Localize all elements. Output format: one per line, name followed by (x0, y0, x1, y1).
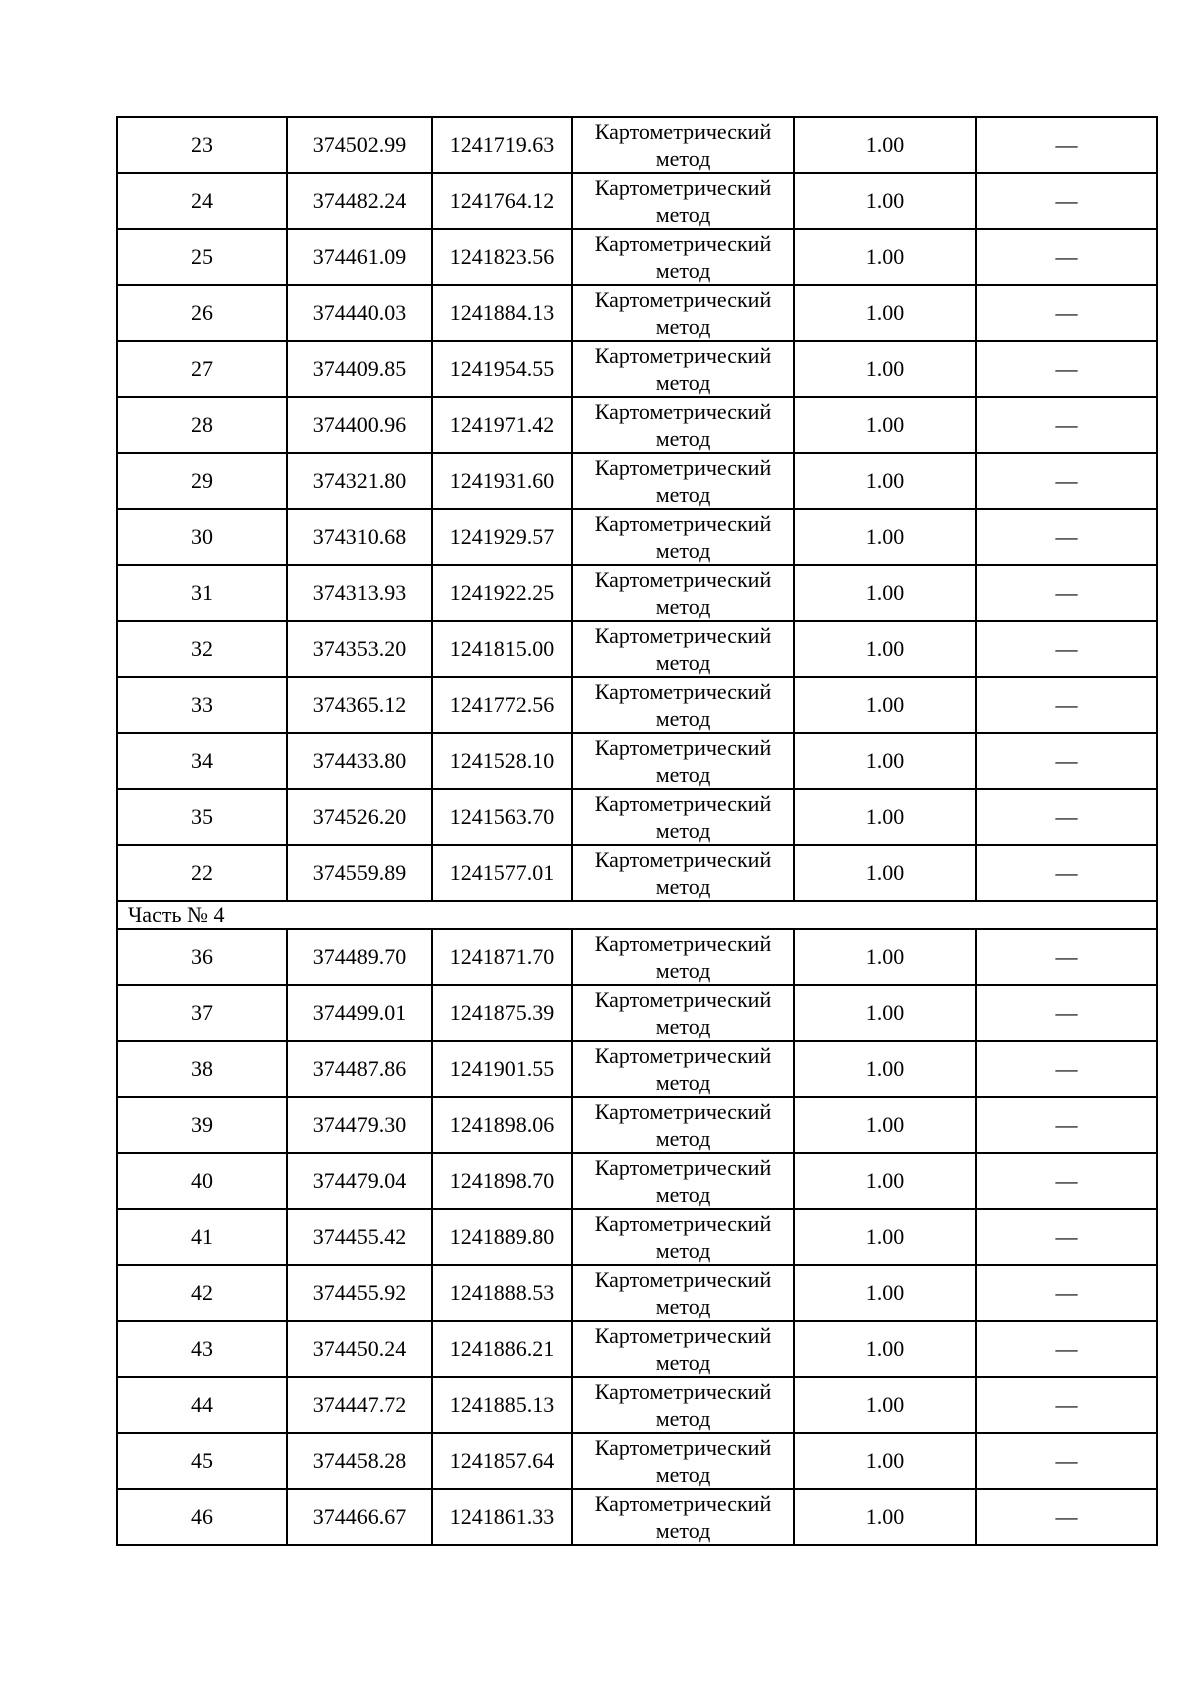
y-coordinate-cell: 1241889.80 (432, 1209, 572, 1265)
table-row (117, 117, 1157, 173)
method-cell: Картометрический метод (572, 1153, 794, 1209)
accuracy-cell: 1.00 (794, 985, 976, 1041)
method-cell: Картометрический метод (572, 1433, 794, 1489)
table-row (117, 1209, 1157, 1265)
note-cell: — (976, 1489, 1157, 1545)
table-row (117, 845, 1157, 901)
table-row (117, 509, 1157, 565)
note-cell: — (976, 509, 1157, 565)
x-coordinate-cell: 374450.24 (287, 1321, 432, 1377)
y-coordinate-cell: 1241884.13 (432, 285, 572, 341)
table-row (117, 1041, 1157, 1097)
x-coordinate-cell: 374466.67 (287, 1489, 432, 1545)
accuracy-cell: 1.00 (794, 789, 976, 845)
method-cell: Картометрический метод (572, 1377, 794, 1433)
method-cell: Картометрический метод (572, 789, 794, 845)
note-cell: — (976, 173, 1157, 229)
method-cell: Картометрический метод (572, 229, 794, 285)
accuracy-cell: 1.00 (794, 117, 976, 173)
x-coordinate-cell: 374455.92 (287, 1265, 432, 1321)
table-row (117, 733, 1157, 789)
point-number-cell: 41 (117, 1209, 287, 1265)
point-number-cell: 31 (117, 565, 287, 621)
x-coordinate-cell: 374313.93 (287, 565, 432, 621)
accuracy-cell: 1.00 (794, 229, 976, 285)
note-cell: — (976, 117, 1157, 173)
x-coordinate-cell: 374433.80 (287, 733, 432, 789)
accuracy-cell: 1.00 (794, 677, 976, 733)
x-coordinate-cell: 374489.70 (287, 929, 432, 985)
y-coordinate-cell: 1241719.63 (432, 117, 572, 173)
x-coordinate-cell: 374479.04 (287, 1153, 432, 1209)
y-coordinate-cell: 1241528.10 (432, 733, 572, 789)
point-number-cell: 45 (117, 1433, 287, 1489)
method-cell: Картометрический метод (572, 1321, 794, 1377)
point-number-cell: 30 (117, 509, 287, 565)
x-coordinate-cell: 374321.80 (287, 453, 432, 509)
point-number-cell: 26 (117, 285, 287, 341)
table-row (117, 565, 1157, 621)
note-cell: — (976, 1433, 1157, 1489)
point-number-cell: 23 (117, 117, 287, 173)
accuracy-cell: 1.00 (794, 453, 976, 509)
accuracy-cell: 1.00 (794, 173, 976, 229)
table-row (117, 173, 1157, 229)
note-cell: — (976, 845, 1157, 901)
table-row (117, 985, 1157, 1041)
y-coordinate-cell: 1241971.42 (432, 397, 572, 453)
coordinates-table-body (117, 117, 1157, 1545)
table-row (117, 1377, 1157, 1433)
table-row (117, 1489, 1157, 1545)
table-row (117, 1433, 1157, 1489)
method-cell: Картометрический метод (572, 621, 794, 677)
accuracy-cell: 1.00 (794, 285, 976, 341)
x-coordinate-cell: 374455.42 (287, 1209, 432, 1265)
table-row (117, 929, 1157, 985)
accuracy-cell: 1.00 (794, 1265, 976, 1321)
note-cell: — (976, 929, 1157, 985)
method-cell: Картометрический метод (572, 1041, 794, 1097)
method-cell: Картометрический метод (572, 453, 794, 509)
point-number-cell: 38 (117, 1041, 287, 1097)
note-cell: — (976, 1153, 1157, 1209)
note-cell: — (976, 1377, 1157, 1433)
y-coordinate-cell: 1241929.57 (432, 509, 572, 565)
note-cell: — (976, 733, 1157, 789)
table-row (117, 1153, 1157, 1209)
y-coordinate-cell: 1241954.55 (432, 341, 572, 397)
y-coordinate-cell: 1241563.70 (432, 789, 572, 845)
method-cell: Картометрический метод (572, 1209, 794, 1265)
table-row (117, 789, 1157, 845)
point-number-cell: 43 (117, 1321, 287, 1377)
x-coordinate-cell: 374440.03 (287, 285, 432, 341)
accuracy-cell: 1.00 (794, 1209, 976, 1265)
note-cell: — (976, 985, 1157, 1041)
table-row (117, 677, 1157, 733)
note-cell: — (976, 341, 1157, 397)
point-number-cell: 33 (117, 677, 287, 733)
y-coordinate-cell: 1241772.56 (432, 677, 572, 733)
note-cell: — (976, 397, 1157, 453)
x-coordinate-cell: 374487.86 (287, 1041, 432, 1097)
y-coordinate-cell: 1241922.25 (432, 565, 572, 621)
table-row (117, 229, 1157, 285)
method-cell: Картометрический метод (572, 285, 794, 341)
table-row (117, 341, 1157, 397)
table-row (117, 285, 1157, 341)
method-cell: Картометрический метод (572, 117, 794, 173)
method-cell: Картометрический метод (572, 677, 794, 733)
accuracy-cell: 1.00 (794, 1153, 976, 1209)
table-row (117, 397, 1157, 453)
method-cell: Картометрический метод (572, 929, 794, 985)
x-coordinate-cell: 374409.85 (287, 341, 432, 397)
point-number-cell: 22 (117, 845, 287, 901)
accuracy-cell: 1.00 (794, 1489, 976, 1545)
point-number-cell: 25 (117, 229, 287, 285)
table-row (117, 1097, 1157, 1153)
note-cell: — (976, 621, 1157, 677)
point-number-cell: 29 (117, 453, 287, 509)
accuracy-cell: 1.00 (794, 341, 976, 397)
x-coordinate-cell: 374353.20 (287, 621, 432, 677)
x-coordinate-cell: 374482.24 (287, 173, 432, 229)
y-coordinate-cell: 1241931.60 (432, 453, 572, 509)
x-coordinate-cell: 374526.20 (287, 789, 432, 845)
point-number-cell: 35 (117, 789, 287, 845)
point-number-cell: 39 (117, 1097, 287, 1153)
section-header-row (117, 901, 1157, 929)
y-coordinate-cell: 1241875.39 (432, 985, 572, 1041)
accuracy-cell: 1.00 (794, 929, 976, 985)
point-number-cell: 44 (117, 1377, 287, 1433)
method-cell: Картометрический метод (572, 1489, 794, 1545)
point-number-cell: 24 (117, 173, 287, 229)
section-title: Часть № 4 (117, 901, 1157, 929)
accuracy-cell: 1.00 (794, 565, 976, 621)
method-cell: Картометрический метод (572, 565, 794, 621)
y-coordinate-cell: 1241901.55 (432, 1041, 572, 1097)
point-number-cell: 46 (117, 1489, 287, 1545)
x-coordinate-cell: 374400.96 (287, 397, 432, 453)
y-coordinate-cell: 1241823.56 (432, 229, 572, 285)
table-row (117, 1321, 1157, 1377)
accuracy-cell: 1.00 (794, 1041, 976, 1097)
note-cell: — (976, 229, 1157, 285)
point-number-cell: 32 (117, 621, 287, 677)
accuracy-cell: 1.00 (794, 1321, 976, 1377)
accuracy-cell: 1.00 (794, 509, 976, 565)
y-coordinate-cell: 1241898.70 (432, 1153, 572, 1209)
y-coordinate-cell: 1241861.33 (432, 1489, 572, 1545)
note-cell: — (976, 1041, 1157, 1097)
method-cell: Картометрический метод (572, 845, 794, 901)
point-number-cell: 36 (117, 929, 287, 985)
point-number-cell: 27 (117, 341, 287, 397)
point-number-cell: 28 (117, 397, 287, 453)
method-cell: Картометрический метод (572, 173, 794, 229)
note-cell: — (976, 453, 1157, 509)
note-cell: — (976, 565, 1157, 621)
y-coordinate-cell: 1241886.21 (432, 1321, 572, 1377)
x-coordinate-cell: 374458.28 (287, 1433, 432, 1489)
x-coordinate-cell: 374479.30 (287, 1097, 432, 1153)
method-cell: Картометрический метод (572, 341, 794, 397)
method-cell: Картометрический метод (572, 985, 794, 1041)
accuracy-cell: 1.00 (794, 845, 976, 901)
y-coordinate-cell: 1241888.53 (432, 1265, 572, 1321)
note-cell: — (976, 1097, 1157, 1153)
y-coordinate-cell: 1241577.01 (432, 845, 572, 901)
method-cell: Картометрический метод (572, 1097, 794, 1153)
method-cell: Картометрический метод (572, 397, 794, 453)
accuracy-cell: 1.00 (794, 733, 976, 789)
table-row (117, 453, 1157, 509)
y-coordinate-cell: 1241764.12 (432, 173, 572, 229)
y-coordinate-cell: 1241885.13 (432, 1377, 572, 1433)
method-cell: Картометрический метод (572, 733, 794, 789)
point-number-cell: 37 (117, 985, 287, 1041)
table-row (117, 1265, 1157, 1321)
point-number-cell: 34 (117, 733, 287, 789)
note-cell: — (976, 677, 1157, 733)
y-coordinate-cell: 1241815.00 (432, 621, 572, 677)
accuracy-cell: 1.00 (794, 621, 976, 677)
note-cell: — (976, 789, 1157, 845)
note-cell: — (976, 1321, 1157, 1377)
x-coordinate-cell: 374461.09 (287, 229, 432, 285)
x-coordinate-cell: 374499.01 (287, 985, 432, 1041)
note-cell: — (976, 1265, 1157, 1321)
y-coordinate-cell: 1241898.06 (432, 1097, 572, 1153)
accuracy-cell: 1.00 (794, 1433, 976, 1489)
y-coordinate-cell: 1241871.70 (432, 929, 572, 985)
point-number-cell: 42 (117, 1265, 287, 1321)
note-cell: — (976, 285, 1157, 341)
x-coordinate-cell: 374365.12 (287, 677, 432, 733)
table-row (117, 621, 1157, 677)
x-coordinate-cell: 374502.99 (287, 117, 432, 173)
note-cell: — (976, 1209, 1157, 1265)
y-coordinate-cell: 1241857.64 (432, 1433, 572, 1489)
x-coordinate-cell: 374310.68 (287, 509, 432, 565)
accuracy-cell: 1.00 (794, 397, 976, 453)
accuracy-cell: 1.00 (794, 1097, 976, 1153)
method-cell: Картометрический метод (572, 509, 794, 565)
x-coordinate-cell: 374559.89 (287, 845, 432, 901)
accuracy-cell: 1.00 (794, 1377, 976, 1433)
method-cell: Картометрический метод (572, 1265, 794, 1321)
point-number-cell: 40 (117, 1153, 287, 1209)
coordinates-table (116, 116, 1158, 1546)
x-coordinate-cell: 374447.72 (287, 1377, 432, 1433)
